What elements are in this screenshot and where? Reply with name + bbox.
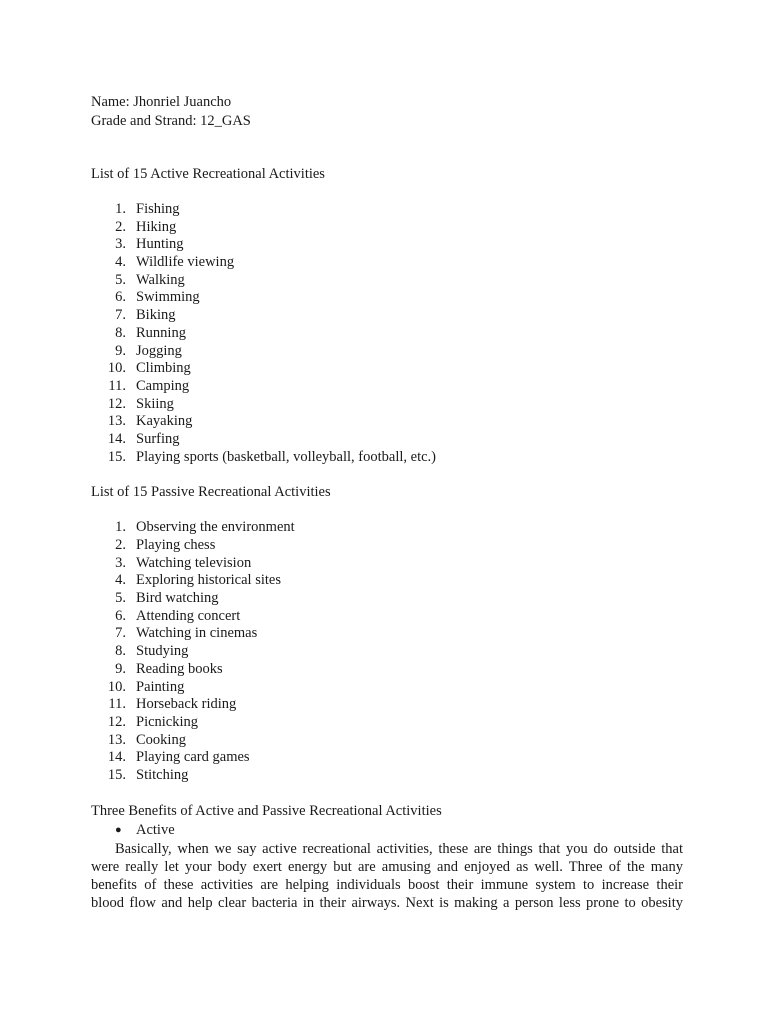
- list-item: 10. Painting: [107, 678, 185, 695]
- paragraph-line: were really let your body exert energy but are amusing and enjoyed as well. Three of the many: [91, 858, 683, 875]
- list-item: 15. Stitching: [107, 766, 189, 783]
- list-item: 10. Climbing: [107, 360, 191, 377]
- passive-activities-list: [91, 519, 683, 784]
- list-item: 8. Running: [115, 324, 186, 341]
- list-item: 2. Hiking: [115, 218, 177, 235]
- list-item: 1. Observing the environment: [115, 519, 295, 536]
- list-item: 7. Biking: [115, 307, 176, 324]
- list-item: 3. Hunting: [115, 236, 184, 253]
- list-item: 12. Skiing: [107, 395, 174, 412]
- bullet-item-active: [91, 821, 683, 840]
- list-item: 4. Wildlife viewing: [115, 254, 235, 271]
- paragraph-line: benefits of these activities are helping individuals boost their immune system to increase their: [91, 876, 683, 893]
- list-item: 11. Camping: [108, 377, 190, 394]
- benefits-heading: Three Benefits of Active and Passive Recreational Activities: [91, 802, 442, 819]
- list-item: 14. Playing card games: [107, 749, 250, 766]
- list-item: 1. Fishing: [115, 201, 180, 217]
- list-item: 2. Playing chess: [115, 537, 216, 553]
- list-item: 14. Surfing: [107, 430, 180, 447]
- list-item: 9. Reading books: [115, 660, 223, 677]
- list-item: 13. Kayaking: [107, 413, 193, 430]
- list-item: 13. Cooking: [107, 731, 186, 748]
- list-item: 11. Horseback riding: [108, 696, 237, 713]
- passive-list-heading: List of 15 Passive Recreational Activities: [91, 484, 331, 501]
- active-list-heading: List of 15 Active Recreational Activities: [91, 166, 325, 182]
- bullet-label: Active: [136, 821, 175, 838]
- list-item: 5. Bird watching: [115, 590, 219, 607]
- list-item: 12. Picnicking: [107, 713, 199, 730]
- list-item: 15. Playing sports (basketball, volleyball, football, etc.): [107, 448, 437, 465]
- list-item: 9. Jogging: [115, 342, 182, 359]
- list-item: 6. Attending concert: [115, 607, 241, 624]
- paragraph-line: blood flow and help clear bacteria in their airways. Next is making a person less prone to obesity: [91, 894, 683, 911]
- list-item: 5. Walking: [115, 271, 185, 288]
- list-item: 6. Swimming: [115, 289, 200, 306]
- paragraph-line: Basically, when we say active recreational activities, these are things that you do outside that: [115, 840, 683, 857]
- list-item: 8. Studying: [115, 643, 189, 660]
- student-name: Name: Jhonriel Juancho: [91, 94, 232, 110]
- bullet-icon: ●: [115, 823, 122, 836]
- list-item: 3. Watching television: [115, 554, 252, 571]
- list-item: 4. Exploring historical sites: [115, 572, 281, 589]
- benefits-paragraph: [91, 840, 683, 912]
- list-item: 7. Watching in cinemas: [115, 625, 258, 642]
- active-activities-list: [91, 201, 683, 466]
- document-page: [91, 93, 683, 912]
- grade-and-strand: Grade and Strand: 12_GAS: [91, 113, 251, 129]
